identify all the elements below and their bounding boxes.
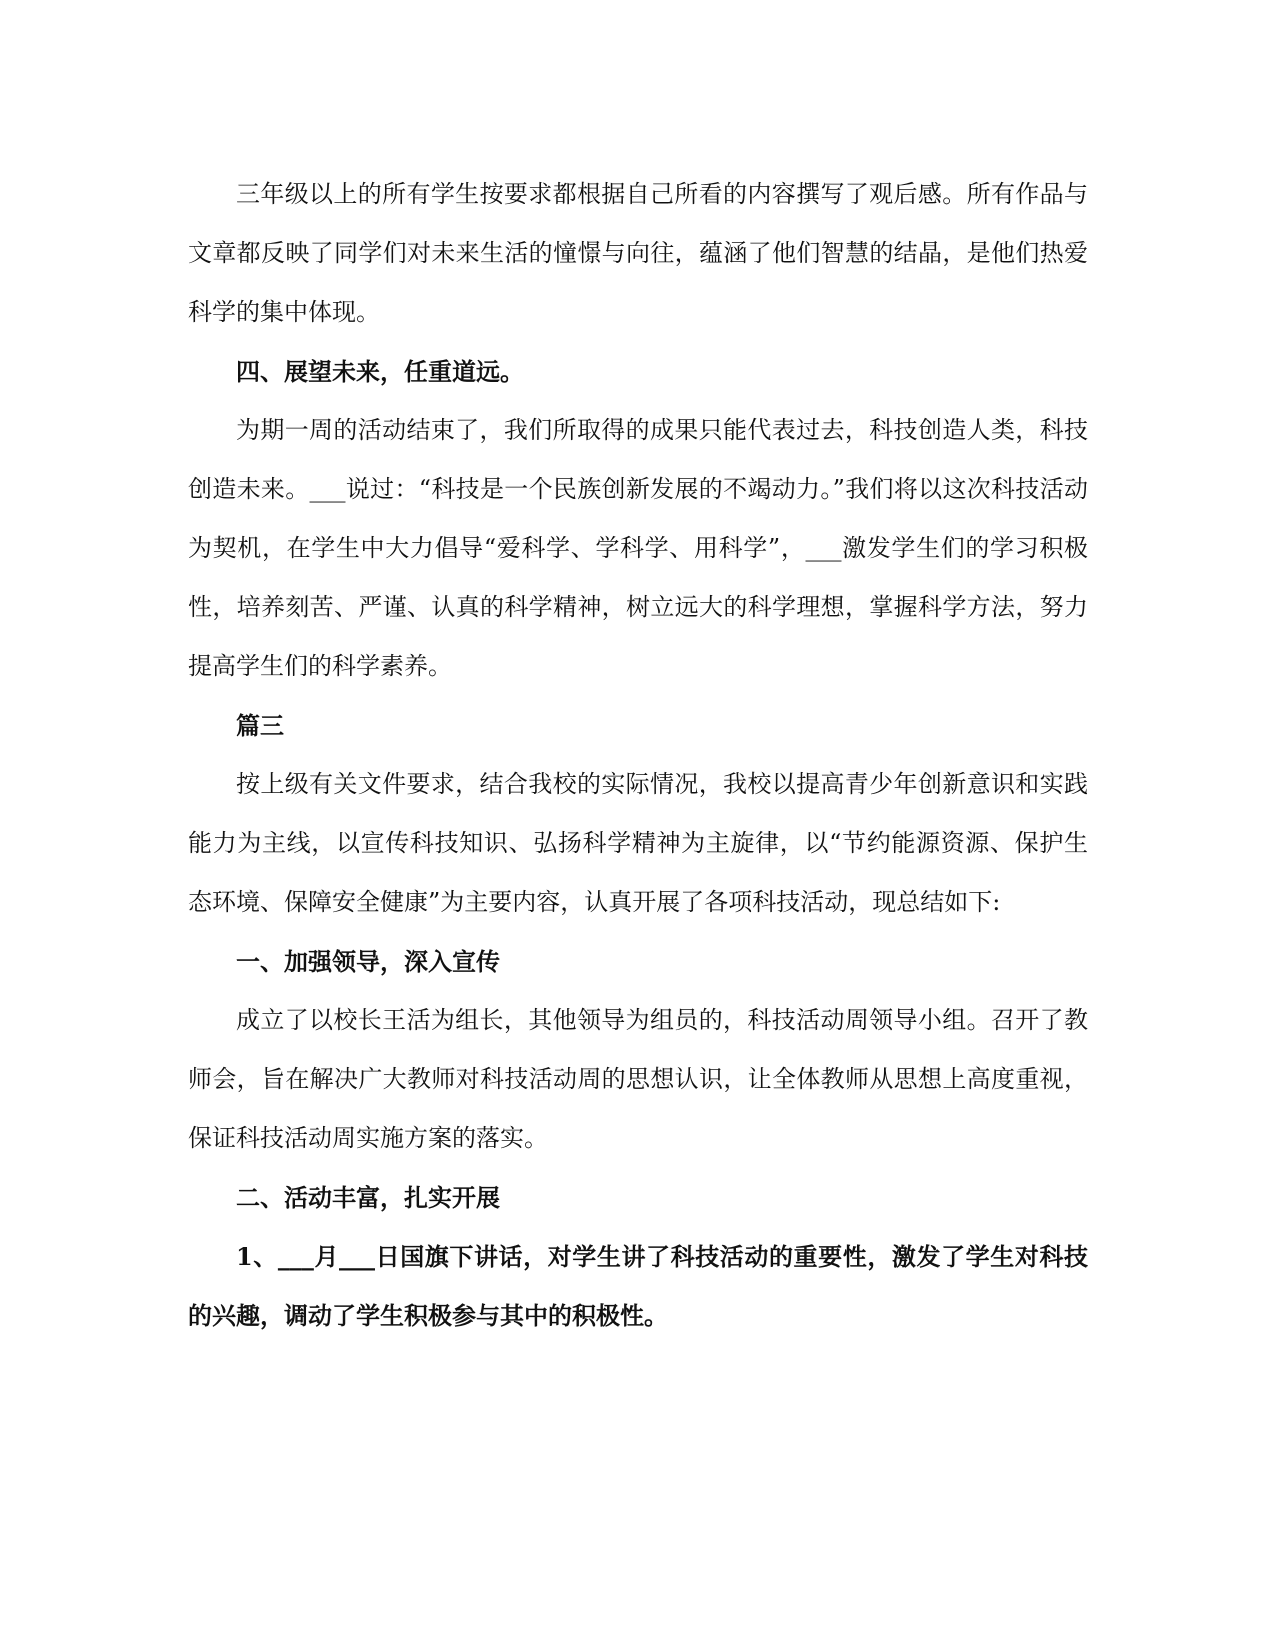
heading-section-four: 四、展望未来，任重道远。 [236, 357, 524, 386]
paragraph-leadership: 成立了以校长王活为组长，其他领导为组员的，科技活动周领导小组。召开了教师会，旨在解决广大教师对科技活动周的思想认识，让全体教师从思想上高度重视，保证科技活动周实施方案的落实。 [188, 1006, 1088, 1152]
paragraph-reflections: 三年级以上的所有学生按要求都根据自己所看的内容撰写了观后感。所有作品与文章都反映了同学们对未来生活的憧憬与向往，蕴涵了他们智慧的结晶，是他们热爱科学的集中体现。 [188, 180, 1088, 326]
paragraph-summary-intro: 按上级有关文件要求，结合我校的实际情况，我校以提高青少年创新意识和实践能力为主线，以宣传科技知识、弘扬科学精神为主旋律，以“节约能源资源、保护生态环境、保障安全健康”为主要内容，认真开展了各项科技活动，现总结如下: [188, 770, 1088, 916]
heading-section-one: 一、加强领导，深入宣传 [236, 947, 500, 976]
paragraph-flag-speech: 1、___月___日国旗下讲话，对学生讲了科技活动的重要性，激发了学生对科技的兴趣，调动了学生积极参与其中的积极性。 [188, 1242, 1088, 1330]
heading-part-three: 篇三 [236, 711, 284, 740]
paragraph-outlook: 为期一周的活动结束了，我们所取得的成果只能代表过去，科技创造人类，科技创造未来。___说过：“科技是一个民族创新发展的不竭动力。”我们将以这次科技活动为契机，在学生中大力倡导“爱科学、学科学、用科学”，___激发学生们的学习积极性，培养刻苦、严谨、认真的科学精神，树立远大的科学理想，掌握科学方法，努力提高学生们的科学素养。 [188, 416, 1088, 680]
heading-section-two: 二、活动丰富，扎实开展 [236, 1183, 500, 1212]
document-body [188, 165, 1088, 1345]
